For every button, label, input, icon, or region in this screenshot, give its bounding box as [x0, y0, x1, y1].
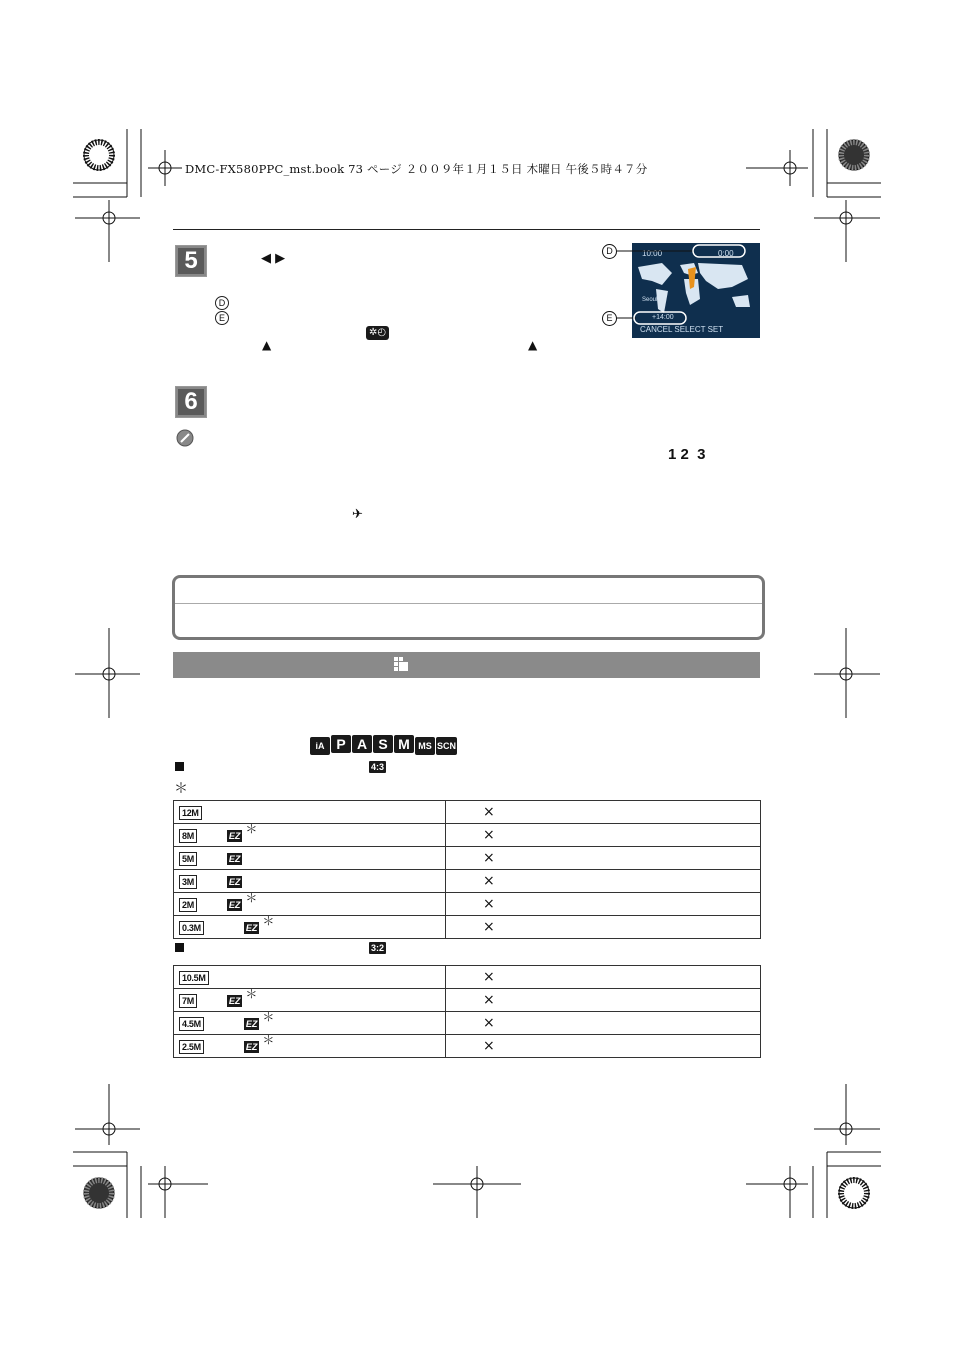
asterisk-mark: ＊ [245, 822, 258, 837]
size-cell [174, 1012, 446, 1035]
top-rule [173, 229, 760, 230]
extended-zoom-icon: EZ [228, 876, 241, 887]
step-6-badge: 6 [175, 386, 207, 418]
step-5-badge: 5 [175, 245, 207, 277]
extended-zoom-icon: EZ [245, 1018, 258, 1029]
print-header: DMC-FX580PPC_mst.book 73 ページ ２００９年１月１５日 木曜日 午後５時４７分 [185, 162, 648, 176]
asterisk-mark: ＊ [262, 914, 275, 929]
mode-scn-icon: SCN [436, 737, 457, 755]
asterisk-mark: ＊ [262, 1010, 275, 1025]
multiply-sign: × [483, 896, 495, 912]
size-cell [174, 1035, 446, 1058]
home-time: 10:00 [642, 249, 663, 258]
value-cell [446, 847, 761, 870]
callout-e: E [602, 311, 617, 326]
value-cell [446, 989, 761, 1012]
table-row [174, 893, 761, 916]
extended-zoom-icon: EZ [228, 995, 241, 1006]
time-offset: +14:00 [652, 314, 674, 321]
up-arrow-icon: ▲ [262, 338, 272, 352]
multiply-sign: × [483, 1038, 495, 1054]
left-right-arrows-icon: ◀ ▶ [261, 251, 286, 266]
callout-d: D [602, 244, 617, 259]
size-cell [174, 893, 446, 916]
value-cell [446, 916, 761, 939]
multiply-sign: × [483, 919, 495, 935]
aspect-4-3-icon: 4:3 [371, 762, 385, 772]
extended-zoom-icon: EZ [228, 899, 241, 910]
section-bar [173, 652, 760, 678]
picture-size-icon: 2M [179, 898, 197, 912]
mode-ia-icon: iA [310, 737, 330, 755]
table-row [174, 824, 761, 847]
picture-size-icon: 0.3M [179, 921, 204, 935]
picture-size-icon: 4.5M [179, 1017, 204, 1031]
size-cell [174, 966, 446, 989]
aspect-3-2-icon: 3:2 [371, 943, 385, 953]
multiply-sign: × [483, 850, 495, 866]
table-row [174, 989, 761, 1012]
asterisk-note: ＊ [174, 781, 188, 797]
value-cell [446, 824, 761, 847]
picture-size-icon: 5M [179, 852, 197, 866]
value-cell [446, 1035, 761, 1058]
note-box [172, 575, 765, 640]
screen-buttons: CANCEL SELECT SET [640, 325, 724, 334]
mode-ms-icon: MS [415, 737, 435, 755]
world-time-icon: ✲◴ [366, 326, 389, 340]
step-numbers: 1 2 3 [668, 446, 706, 463]
size-cell [174, 847, 446, 870]
extended-zoom-icon: EZ [245, 922, 258, 933]
multiply-sign: × [483, 1015, 495, 1031]
size-cell [174, 801, 446, 824]
extended-zoom-icon: EZ [228, 853, 241, 864]
note-box-divider [175, 603, 762, 604]
picture-size-icon [394, 657, 410, 673]
picture-size-icon: 7M [179, 994, 197, 1008]
asterisk-mark: ＊ [245, 891, 258, 906]
multiply-sign: × [483, 827, 495, 843]
value-cell [446, 801, 761, 824]
bullet-square [175, 943, 184, 952]
asterisk-mark: ＊ [262, 1033, 275, 1048]
note-pencil-icon [176, 429, 194, 447]
mode-a-icon: A [352, 735, 372, 753]
plane-icon: ✈ [352, 507, 363, 522]
size-cell [174, 870, 446, 893]
label-d: D [215, 296, 229, 310]
size-cell [174, 989, 446, 1012]
multiply-sign: × [483, 992, 495, 1008]
multiply-sign: × [483, 969, 495, 985]
up-arrow-icon: ▲ [528, 338, 538, 352]
callout-lines [600, 242, 760, 332]
picture-size-icon: 2.5M [179, 1040, 204, 1054]
mode-s-icon: S [373, 735, 393, 753]
destination-time: 0:00 [718, 249, 734, 258]
extended-zoom-icon: EZ [228, 830, 241, 841]
value-cell [446, 893, 761, 916]
asterisk-mark: ＊ [245, 987, 258, 1002]
table-row [174, 847, 761, 870]
table-row [174, 1035, 761, 1058]
picture-size-icon: 8M [179, 829, 197, 843]
mode-icons [310, 734, 458, 755]
value-cell [446, 1012, 761, 1035]
value-cell [446, 966, 761, 989]
size-cell [174, 824, 446, 847]
picture-size-icon: 3M [179, 875, 197, 889]
multiply-sign: × [483, 873, 495, 889]
table-row [174, 870, 761, 893]
table-row [174, 966, 761, 989]
label-e: E [215, 311, 229, 325]
value-cell [446, 870, 761, 893]
picture-size-icon: 12M [179, 806, 202, 820]
city-name: Seoul [642, 297, 658, 303]
mode-p-icon: P [331, 735, 351, 753]
table-row [174, 1012, 761, 1035]
extended-zoom-icon: EZ [245, 1041, 258, 1052]
multiply-sign: × [483, 804, 495, 820]
size-cell [174, 916, 446, 939]
table-row [174, 916, 761, 939]
table-aspect-4-3 [173, 800, 761, 939]
table-aspect-3-2 [173, 965, 761, 1058]
table-row [174, 801, 761, 824]
bullet-square [175, 762, 184, 771]
picture-size-icon: 10.5M [179, 971, 209, 985]
mode-m-icon: M [394, 735, 414, 753]
